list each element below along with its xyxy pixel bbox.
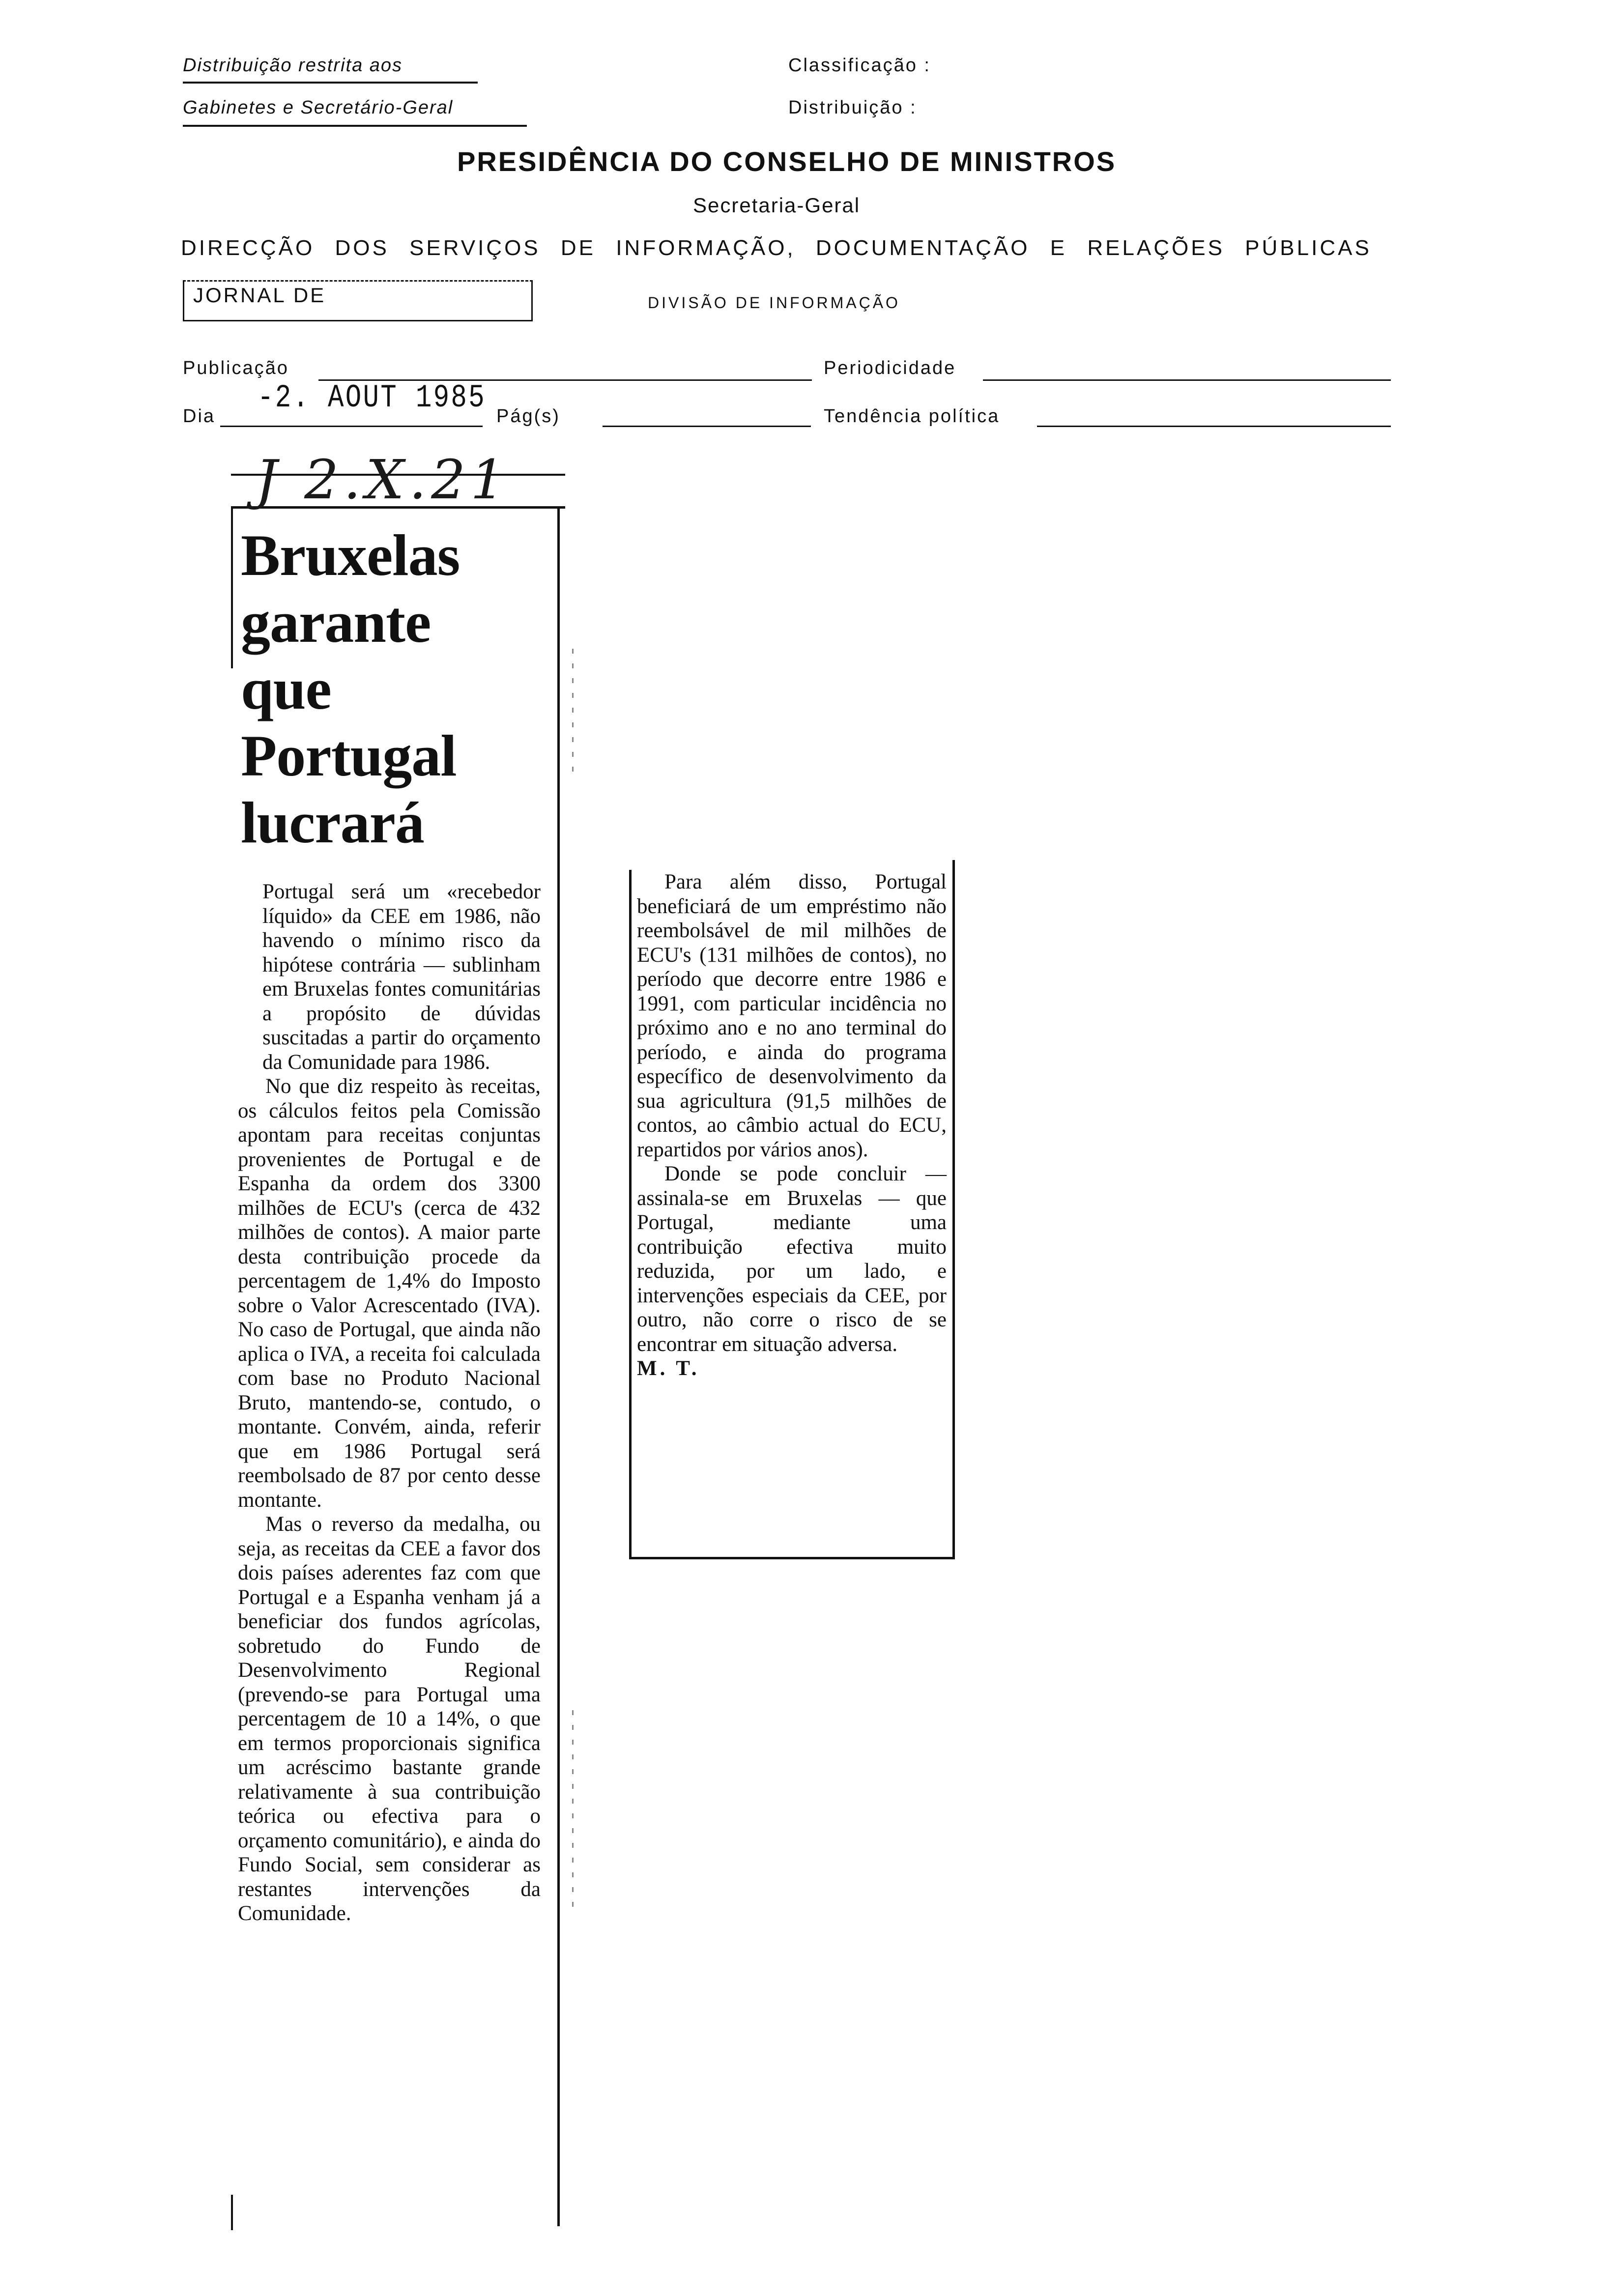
date-stamp: -2. AOUT 1985 [258, 379, 486, 416]
headline [241, 522, 555, 856]
day-label: Dia [183, 406, 216, 427]
headline-line: Portugal [241, 723, 457, 788]
day-field-line [220, 426, 483, 427]
division-title: DIVISÃO DE INFORMAÇÃO [648, 294, 900, 312]
right-box-right-border [952, 860, 955, 1558]
publication-label: Publicação [183, 358, 289, 378]
tendency-label: Tendência política [824, 406, 1000, 427]
classification-label: Classificação : [788, 55, 931, 76]
periodicity-label: Periodicidade [824, 358, 956, 378]
paragraph: Portugal será um «recebedor líquido» da CEE em 1986, não havendo o mínimo risco da hipótese contrária — sublinham em Bruxelas fontes comunitárias a propósito de dúvidas suscitadas a partir do orçamento da Comunidade para 1986. [262, 880, 541, 1074]
secretariat-title: Secretaria-Geral [693, 194, 861, 217]
right-box-left-border [629, 870, 632, 1558]
bottom-left-rule [231, 2195, 233, 2230]
author-signature: M. T. [637, 1357, 700, 1380]
right-column [637, 870, 947, 1381]
ministry-title: PRESIDÊNCIA DO CONSELHO DE MINISTROS [457, 146, 1117, 177]
restricted-distribution-line1: Distribuição restrita aos [183, 55, 403, 76]
underline [183, 82, 478, 84]
periodicity-field-line [983, 379, 1391, 381]
paragraph: No que diz respeito às receitas, os cálculos feitos pela Comissão apontam para receitas conjuntas provenientes de Portugal e de Espanha da ordem dos 3300 milhões de ECU's (cerca de 432 milhões de contos). A maior parte desta contribuição procede da percentagem de 1,4% do Imposto sobre o Valor Acrescentado (IVA). No caso de Portugal, que ainda não aplica o IVA, a receita foi calculada com base no Produto Nacional Bruto, mantendo-se, contudo, o montante. Convém, ainda, referir que em 1986 Portugal será reembolsado de 87 por cento desse montante. [238, 1075, 541, 1512]
headline-line: que [241, 656, 331, 721]
handwritten-reference: J 2.X.21 [256, 448, 510, 511]
pages-label: Pág(s) [496, 406, 560, 427]
headline-line: lucrará [241, 790, 424, 855]
tendency-field-line [1037, 426, 1391, 427]
scan-artifact [572, 649, 574, 776]
headline-side-rule [231, 506, 233, 668]
left-column-border [557, 506, 560, 2226]
directorate-title: DIRECÇÃO DOS SERVIÇOS DE INFORMAÇÃO, DOCUMENTAÇÃO E RELAÇÕES PÚBLICAS [181, 236, 1372, 260]
paragraph: Para além disso, Portugal beneficiará de um empréstimo não reembolsável de mil milhões de ECU's (131 milhões de contos), no período que decorre entre 1986 e 1991, com particular incidência no próximo ano e no ano terminal do período, e ainda do programa específico de desenvolvimento da sua agricultura (91,5 milhões de contos, ao câmbio actual do ECU, repartidos por vários anos). [637, 870, 947, 1161]
headline-line: garante [241, 589, 431, 655]
scan-artifact [572, 1710, 574, 1907]
journal-box [183, 280, 533, 321]
right-box-bottom-border [629, 1557, 955, 1559]
underline [183, 125, 527, 127]
pages-field-line [603, 426, 811, 427]
paragraph: Donde se pode concluir — assinala-se em Bruxelas — que Portugal, mediante uma contribuição efectiva muito reduzida, por um lado, e intervenções especiais da CEE, por outro, não corre o risco de se encontrar em situação adversa. [637, 1162, 947, 1356]
left-column [238, 880, 541, 1926]
paragraph: Mas o reverso da medalha, ou seja, as receitas da CEE a favor dos dois países aderentes faz com que Portugal e a Espanha venham já a beneficiar dos fundos agrícolas, sobretudo do Fundo de Desenvolvimento Regional (prevendo-se para Portugal uma percentagem de 10 a 14%, o que em termos proporcionais significa um acréscimo bastante grande relativamente à sua contribuição teórica ou efectiva para o orçamento comunitário), e ainda do Fundo Social, sem considerar as restantes intervenções da Comunidade. [238, 1513, 541, 1925]
restricted-distribution-line2: Gabinetes e Secretário-Geral [183, 97, 454, 118]
journal-box-label: JORNAL DE [193, 284, 326, 307]
distribution-label: Distribuição : [788, 97, 917, 118]
headline-line: Bruxelas [241, 522, 460, 588]
